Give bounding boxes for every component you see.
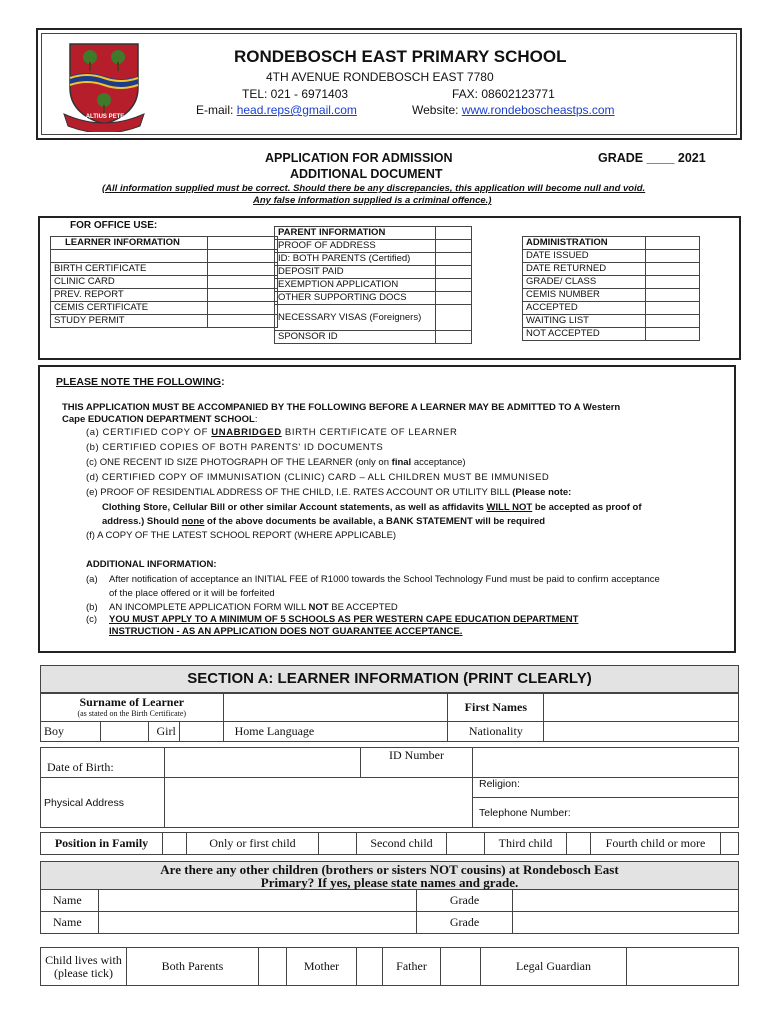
position-checkbox-1[interactable] xyxy=(163,833,187,855)
administration-table xyxy=(522,236,700,341)
learner-checkbox[interactable] xyxy=(208,276,278,289)
admin-field[interactable] xyxy=(646,289,700,302)
note-c xyxy=(86,457,466,468)
note-e-1-text: (e) PROOF OF RESIDENTIAL ADDRESS OF THE CHILD, I.E. RATES ACCOUNT OR UTILITY BILL xyxy=(86,487,513,498)
dob-input[interactable] xyxy=(165,748,361,778)
notes-intro-2: Cape EDUCATION DEPARTMENT SCHOOL xyxy=(62,414,255,425)
note-f: (f) A COPY OF THE LATEST SCHOOL REPORT (WHERE APPLICABLE) xyxy=(86,530,397,541)
note-e-3-text: address.) Should xyxy=(102,516,182,527)
note-e-2-underline: WILL NOT xyxy=(486,502,533,513)
admin-item: CEMIS NUMBER xyxy=(523,289,646,302)
admin-field[interactable] xyxy=(646,276,700,289)
school-fax: FAX: 08602123771 xyxy=(452,87,555,101)
letterhead xyxy=(36,28,742,140)
crest-motto: ALTIUS PETE xyxy=(85,114,125,120)
parent-item: OTHER SUPPORTING DOCS xyxy=(275,292,436,305)
learner-item: PREV. REPORT xyxy=(51,289,208,302)
lives-checkbox-guardian[interactable] xyxy=(627,948,739,986)
parent-checkbox[interactable] xyxy=(436,279,472,292)
disclaimer-line-1: (All information supplied must be correct. Should there be any discrepancies, this application will become null and void. xyxy=(102,183,646,194)
admin-item: WAITING LIST xyxy=(523,315,646,328)
add-a-label: (a) xyxy=(86,574,98,585)
learner-checkbox[interactable] xyxy=(208,302,278,315)
note-b: (b) CERTIFIED COPIES OF BOTH PARENTS' ID DOCUMENTS xyxy=(86,442,384,453)
physical-address-label: Physical Address xyxy=(41,778,165,828)
note-e-3-end: of the above documents be available, a BANK STATEMENT will be required xyxy=(204,516,546,527)
learner-item: BIRTH CERTIFICATE xyxy=(51,263,208,276)
position-option: Second child xyxy=(357,833,447,855)
admin-item: DATE ISSUED xyxy=(523,250,646,263)
sibling-name-input-1[interactable] xyxy=(99,890,417,912)
dob-label: Date of Birth: xyxy=(41,748,165,778)
add-c-label: (c) xyxy=(86,614,98,625)
note-e-2-text: Clothing Store, Cellular Bill or other similar Account statements, as well as affidavits xyxy=(102,502,487,513)
note-d: (d) CERTIFIED COPY OF IMMUNISATION (CLINIC) CARD – ALL CHILDREN MUST BE IMMUNISED xyxy=(86,472,550,483)
parent-item: ID: BOTH PARENTS (Certified) xyxy=(275,253,436,266)
boy-checkbox[interactable] xyxy=(100,722,148,742)
girl-checkbox[interactable] xyxy=(179,722,223,742)
position-option: Third child xyxy=(485,833,567,855)
learner-item: STUDY PERMIT xyxy=(51,315,208,328)
sibling-grade-input-1[interactable] xyxy=(513,890,739,912)
position-checkbox-2[interactable] xyxy=(319,833,357,855)
lives-option: Both Parents xyxy=(127,948,259,986)
admin-item: DATE RETURNED xyxy=(523,263,646,276)
learner-checkbox[interactable] xyxy=(208,289,278,302)
lives-checkbox-both[interactable] xyxy=(259,948,287,986)
first-names-label: First Names xyxy=(448,694,544,722)
physical-address-input[interactable] xyxy=(165,778,473,828)
lives-checkbox-mother[interactable] xyxy=(357,948,383,986)
admin-field[interactable] xyxy=(646,315,700,328)
admin-field[interactable] xyxy=(646,328,700,341)
note-e-3 xyxy=(102,516,545,527)
grade-field[interactable]: GRADE ____ 2021 xyxy=(598,151,706,165)
note-c-text: (c) ONE RECENT ID SIZE PHOTOGRAPH OF THE LEARNER (only on xyxy=(86,457,392,468)
add-b-end: BE ACCEPTED xyxy=(328,602,398,613)
lives-checkbox-father[interactable] xyxy=(441,948,481,986)
add-c-line-2: INSTRUCTION - AS AN APPLICATION DOES NOT GUARANTEE ACCEPTANCE. xyxy=(109,626,463,637)
email-row xyxy=(196,103,357,117)
surname-input[interactable] xyxy=(223,694,448,722)
parent-checkbox[interactable] xyxy=(436,240,472,253)
notes-intro-2-row xyxy=(62,414,257,425)
admin-field[interactable] xyxy=(646,250,700,263)
admin-item: GRADE/ CLASS xyxy=(523,276,646,289)
lives-with-table xyxy=(40,947,739,986)
surname-sublabel: (as stated on the Birth Certificate) xyxy=(77,708,187,718)
email-link[interactable]: head.reps@gmail.com xyxy=(236,103,357,117)
siblings-table xyxy=(40,861,739,934)
surname-label-cell xyxy=(41,694,224,722)
section-a-title: SECTION A: LEARNER INFORMATION (PRINT CLEARLY) xyxy=(40,665,739,693)
add-a-line-1: After notification of acceptance an INITIAL FEE of R1000 towards the School Technology Fund must be paid to confirm acceptance xyxy=(109,574,660,585)
school-tel: TEL: 021 - 6971403 xyxy=(242,87,349,101)
note-e-1-strong: (Please note: xyxy=(512,487,572,498)
learner-details-table xyxy=(40,747,739,828)
school-name: RONDEBOSCH EAST PRIMARY SCHOOL xyxy=(234,47,567,66)
add-b-text: AN INCOMPLETE APPLICATION FORM WILL xyxy=(109,602,309,613)
siblings-question xyxy=(41,862,739,890)
notes-intro-2-end: : xyxy=(254,414,258,425)
sibling-grade-label: Grade xyxy=(417,912,513,934)
position-checkbox-5[interactable] xyxy=(721,833,739,855)
notes-box xyxy=(38,365,736,653)
parent-item: PROOF OF ADDRESS xyxy=(275,240,436,253)
lives-option: Legal Guardian xyxy=(481,948,627,986)
position-checkbox-4[interactable] xyxy=(567,833,591,855)
parent-checkbox[interactable] xyxy=(436,331,472,344)
additional-info-heading: ADDITIONAL INFORMATION: xyxy=(86,559,217,570)
notes-intro-1: THIS APPLICATION MUST BE ACCOMPANIED BY THE FOLLOWING BEFORE A LEARNER MAY BE ADMITTED TO A Western xyxy=(62,402,621,413)
id-number-label: ID Number xyxy=(361,748,473,778)
parent-item: NECESSARY VISAS (Foreigners) xyxy=(275,305,436,331)
office-use-heading: FOR OFFICE USE: xyxy=(70,220,158,231)
disclaimer-line-2: Any false information supplied is a criminal offence.) xyxy=(253,195,492,206)
lives-option: Father xyxy=(383,948,441,986)
parent-item: SPONSOR ID xyxy=(275,331,436,344)
learner-checkbox[interactable] xyxy=(208,315,278,328)
parent-checkbox[interactable] xyxy=(436,266,472,279)
learner-item: CLINIC CARD xyxy=(51,276,208,289)
position-option: Fourth child or more xyxy=(591,833,721,855)
nationality-input[interactable] xyxy=(544,722,739,742)
home-language-label: Home Language xyxy=(234,724,315,738)
administration-title: ADMINISTRATION xyxy=(523,237,646,250)
admin-field[interactable] xyxy=(646,263,700,276)
add-b-strong: NOT xyxy=(308,602,329,613)
learner-checkbox[interactable] xyxy=(208,263,278,276)
learner-info-title: LEARNER INFORMATION xyxy=(51,237,208,250)
add-b xyxy=(109,602,398,613)
parent-checkbox[interactable] xyxy=(436,305,472,331)
lives-with-label-2: (please tick) xyxy=(54,965,113,980)
form-subtitle: ADDITIONAL DOCUMENT xyxy=(290,167,443,181)
school-address: 4TH AVENUE RONDEBOSCH EAST 7780 xyxy=(266,70,494,84)
notes-heading-colon: : xyxy=(221,376,225,388)
parent-item: EXEMPTION APPLICATION xyxy=(275,279,436,292)
religion-field[interactable] xyxy=(473,778,739,798)
note-a-strong: UNABRIDGED xyxy=(211,427,282,438)
learner-info-table xyxy=(50,236,278,328)
sibling-name-input-2[interactable] xyxy=(99,912,417,934)
religion-label: Religion: xyxy=(479,778,520,790)
add-a-line-2: of the place offered or it will be forfeited xyxy=(109,588,275,599)
siblings-question-1: Are there any other children (brothers or sisters NOT cousins) at Rondebosch East xyxy=(160,861,619,877)
learner-item: CEMIS CERTIFICATE xyxy=(51,302,208,315)
position-option: Only or first child xyxy=(187,833,319,855)
home-language-cell[interactable] xyxy=(223,722,448,742)
first-names-input[interactable] xyxy=(544,694,739,722)
siblings-question-2: Primary? If yes, please state names and grade. xyxy=(260,874,519,890)
note-c-strong: final xyxy=(391,457,412,468)
learner-name-table xyxy=(40,693,739,742)
admin-field[interactable] xyxy=(646,302,700,315)
note-a-text: (a) CERTIFIED COPY OF xyxy=(86,427,212,438)
telephone-label: Telephone Number: xyxy=(479,806,571,819)
id-number-input[interactable] xyxy=(473,748,739,778)
website-row xyxy=(412,103,615,117)
website-link[interactable]: www.rondeboscheastps.com xyxy=(461,103,615,117)
boy-label: Boy xyxy=(41,722,101,742)
notes-heading: PLEASE NOTE THE FOLLOWING xyxy=(56,376,222,388)
office-use-box xyxy=(38,216,741,360)
surname-label: Surname of Learner xyxy=(79,694,185,709)
note-a xyxy=(86,427,457,438)
note-e-2-end: be accepted as proof of xyxy=(532,502,642,513)
form-title: APPLICATION FOR ADMISSION xyxy=(265,151,453,165)
sibling-grade-input-2[interactable] xyxy=(513,912,739,934)
note-e-3-underline: none xyxy=(181,516,205,527)
note-e-1 xyxy=(86,487,571,498)
lives-option: Mother xyxy=(287,948,357,986)
parent-checkbox[interactable] xyxy=(436,253,472,266)
admin-item: ACCEPTED xyxy=(523,302,646,315)
position-label: Position in Family xyxy=(41,833,163,855)
lives-with-label xyxy=(41,948,127,986)
girl-label: Girl xyxy=(148,722,179,742)
parent-info-table xyxy=(274,226,472,344)
position-checkbox-3[interactable] xyxy=(447,833,485,855)
sibling-name-label: Name xyxy=(41,890,99,912)
note-c-end: acceptance) xyxy=(411,457,466,468)
notes-heading-row xyxy=(56,376,225,388)
add-c-line-1: YOU MUST APPLY TO A MINIMUM OF 5 SCHOOLS AS PER WESTERN CAPE EDUCATION DEPARTMENT xyxy=(109,614,579,625)
parent-item: DEPOSIT PAID xyxy=(275,266,436,279)
admin-item: NOT ACCEPTED xyxy=(523,328,646,341)
parent-checkbox[interactable] xyxy=(436,292,472,305)
parent-info-title: PARENT INFORMATION xyxy=(275,227,436,240)
telephone-field[interactable] xyxy=(473,798,739,828)
note-e-2 xyxy=(102,502,642,513)
position-in-family-table xyxy=(40,832,739,855)
note-a-end: BIRTH CERTIFICATE OF LEARNER xyxy=(281,427,458,438)
website-label: Website: xyxy=(412,103,459,117)
lives-with-label-1: Child lives with xyxy=(45,952,122,967)
add-b-label: (b) xyxy=(86,602,98,613)
nationality-label: Nationality xyxy=(448,722,544,742)
sibling-grade-label: Grade xyxy=(417,890,513,912)
sibling-name-label: Name xyxy=(41,912,99,934)
email-label: E-mail: xyxy=(196,103,234,117)
